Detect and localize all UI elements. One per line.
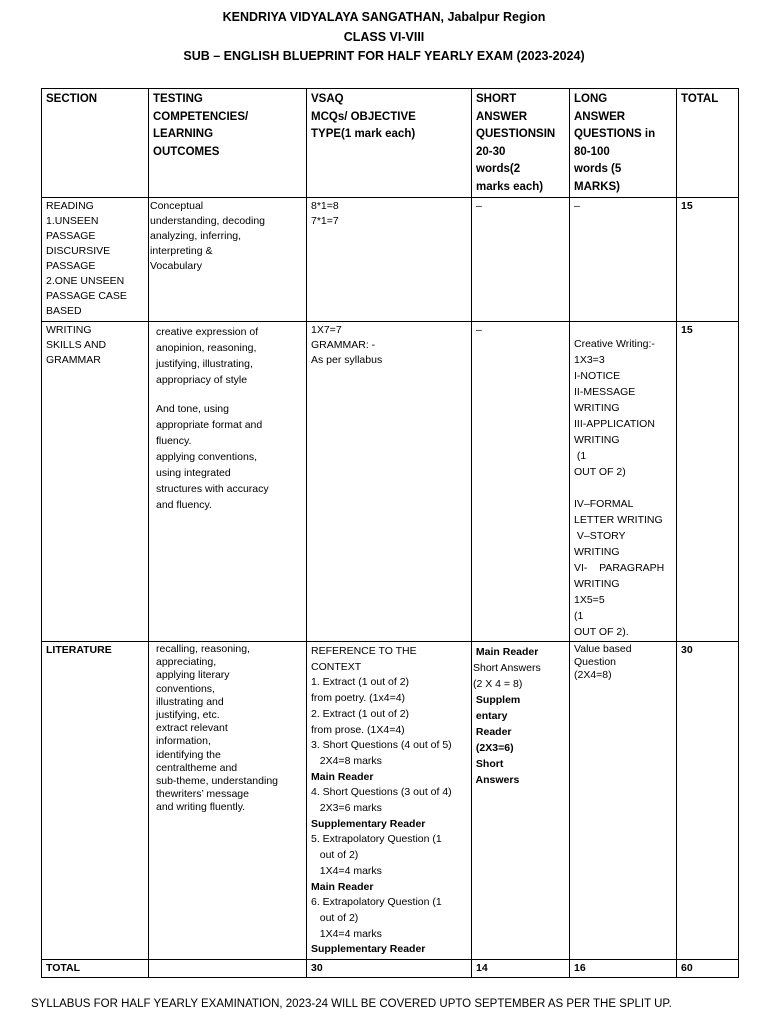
cell-line: 1.UNSEEN	[46, 215, 99, 227]
cell-line: structures with accuracy	[156, 483, 269, 495]
cell-line: Creative Writing:-	[574, 338, 655, 350]
cell-line: 1X7=7	[311, 324, 342, 336]
cell-line: VI- PARAGRAPH	[574, 562, 665, 574]
cell-line: (1	[574, 450, 587, 462]
cell-line: information,	[156, 735, 211, 748]
cell-line: Short	[473, 758, 504, 770]
cell-line: fluency.	[156, 435, 192, 447]
cell-line: words(2	[476, 163, 521, 175]
cell-line: sub-theme, understanding	[156, 775, 278, 788]
cell-line: extract relevant	[156, 722, 228, 735]
cell-line: OUTCOMES	[153, 145, 220, 158]
cell-line: II-MESSAGE	[574, 386, 636, 398]
cell-line: TYPE(1 mark each)	[311, 128, 416, 140]
cell-line: 20-30	[476, 145, 506, 158]
reading-row	[42, 198, 739, 322]
cell-line: Short Answers	[473, 662, 541, 674]
cell-line: and fluency.	[156, 499, 212, 511]
reading-total: 15	[677, 198, 739, 322]
cell-line: SKILLS AND	[46, 339, 107, 351]
col-long-answer-header	[570, 89, 677, 198]
cell-line: identifying the	[156, 748, 221, 761]
cell-line: QUESTIONS in	[574, 128, 656, 140]
cell-line: out of 2)	[311, 911, 359, 924]
cell-line: LONG	[574, 93, 608, 105]
footer-note: SYLLABUS FOR HALF YEARLY EXAMINATION, 2023-24 WILL BE COVERED UPTO SEPTEMBER AS PER THE SPLIT UP.	[31, 998, 672, 1010]
cell-line: VSAQ	[311, 93, 344, 105]
cell-line: Main Reader	[311, 880, 374, 893]
reading-short: –	[472, 198, 570, 322]
cell-line: III-APPLICATION	[574, 418, 655, 430]
cell-line: WRITING	[574, 402, 620, 414]
cell-line: ANSWER	[476, 110, 528, 123]
cell-line: REFERENCE TO THE	[311, 645, 417, 657]
cell-line: PASSAGE	[46, 230, 96, 242]
cell-line: PASSAGE	[46, 260, 96, 272]
cell-line: appropriacy of style	[156, 374, 248, 386]
cell-line: from poetry. (1x4=4)	[311, 692, 406, 705]
totals-label: TOTAL	[42, 960, 149, 978]
cell-line: 1. Extract (1 out of 2)	[311, 676, 410, 689]
cell-line: MARKS)	[574, 180, 620, 193]
cell-line: GRAMMAR: -	[311, 339, 376, 351]
cell-line: READING	[46, 200, 94, 212]
doc-title-line2: CLASS VI-VIII	[343, 30, 425, 44]
cell-line: Conceptual	[150, 200, 204, 212]
reading-section	[42, 198, 149, 322]
cell-line: Supplementary Reader	[311, 943, 426, 956]
cell-line: 80-100	[574, 145, 610, 158]
cell-line: 1X5=5	[574, 594, 605, 606]
cell-line: (2X3=6)	[473, 742, 514, 754]
cell-line: marks each)	[476, 180, 544, 193]
cell-line: (1	[574, 610, 584, 622]
cell-line: TOTAL	[681, 93, 719, 105]
totals-grand: 60	[677, 960, 739, 978]
cell-line: applying literary	[156, 669, 230, 682]
cell-line: creative expression of	[156, 326, 259, 338]
cell-line: And tone, using	[156, 403, 229, 415]
cell-line: 1X4=4 marks	[311, 864, 382, 877]
cell-line: (2X4=8)	[574, 669, 612, 682]
cell-line: ANSWER	[574, 110, 626, 123]
reading-competencies	[149, 198, 307, 322]
cell-line: illustrating and	[156, 695, 224, 708]
cell-line: OUT OF 2).	[574, 626, 629, 638]
doc-title-line3: SUB – ENGLISH BLUEPRINT FOR HALF YEARLY EXAM (2023-2024)	[183, 49, 585, 63]
totals-short: 14	[472, 960, 570, 978]
cell-line: GRAMMAR	[46, 354, 101, 366]
cell-line: I-NOTICE	[574, 370, 621, 382]
cell-line: OUT OF 2)	[574, 466, 626, 478]
totals-competencies	[149, 960, 307, 978]
cell-line: WRITING	[574, 546, 620, 558]
cell-line: 5. Extrapolatory Question (1	[311, 833, 442, 846]
cell-line: Main Reader	[473, 646, 539, 658]
literature-total: 30	[677, 642, 739, 960]
cell-line: out of 2)	[311, 849, 359, 862]
writing-row	[42, 322, 739, 642]
totals-vsaq: 30	[307, 960, 472, 978]
cell-line: Reader	[473, 726, 512, 738]
writing-vsaq	[307, 322, 472, 642]
cell-line: appreciating,	[156, 656, 217, 669]
writing-total: 15	[677, 322, 739, 642]
cell-line: analyzing, inferring,	[150, 230, 242, 242]
literature-vsaq	[307, 642, 472, 960]
cell-line: 2X4=8 marks	[311, 754, 382, 767]
cell-line: Supplementary Reader	[311, 817, 426, 830]
cell-line: LETTER WRITING	[574, 514, 663, 526]
writing-short: –	[472, 322, 570, 642]
writing-competencies	[149, 322, 307, 642]
cell-line: Supplem	[473, 694, 521, 706]
cell-line: IV–FORMAL	[574, 498, 634, 510]
cell-line: 8*1=8	[311, 200, 339, 212]
cell-line: 1X4=4 marks	[311, 927, 382, 940]
reading-long: –	[570, 198, 677, 322]
cell-line: 2. Extract (1 out of 2)	[311, 707, 410, 720]
cell-line: (2 X 4 = 8)	[473, 678, 523, 690]
col-vsaq-header	[307, 89, 472, 198]
cell-line: Main Reader	[311, 770, 374, 783]
cell-line: 7*1=7	[311, 215, 339, 227]
cell-line: QUESTIONSIN	[476, 128, 556, 140]
writing-long	[570, 322, 677, 642]
cell-line: As per syllabus	[311, 354, 383, 366]
cell-line: COMPETENCIES/	[153, 110, 249, 123]
cell-line: SECTION	[46, 93, 98, 105]
col-short-answer-header	[472, 89, 570, 198]
cell-line: and writing fluently.	[156, 801, 246, 814]
cell-line: MCQs/ OBJECTIVE	[311, 110, 416, 123]
literature-competencies	[149, 642, 307, 960]
col-competencies-header	[149, 89, 307, 198]
cell-line: justifying, etc.	[156, 709, 220, 722]
cell-line: centraltheme and	[156, 761, 238, 774]
cell-line: applying conventions,	[156, 451, 257, 463]
literature-section: LITERATURE	[42, 642, 149, 960]
cell-line: Vocabulary	[150, 260, 202, 272]
cell-line: 6. Extrapolatory Question (1	[311, 896, 442, 909]
cell-line: CONTEXT	[311, 660, 362, 673]
cell-line: V–STORY	[574, 530, 626, 542]
cell-line: recalling, reasoning,	[156, 643, 250, 655]
reading-vsaq	[307, 198, 472, 322]
cell-line: LEARNING	[153, 128, 214, 140]
totals-long: 16	[570, 960, 677, 978]
cell-line: Value based	[574, 643, 632, 655]
cell-line: DISCURSIVE	[46, 245, 111, 257]
cell-line: understanding, decoding	[150, 215, 266, 227]
col-section-header	[42, 89, 149, 198]
cell-line: 4. Short Questions (3 out of 4)	[311, 786, 452, 799]
cell-line: 3. Short Questions (4 out of 5)	[311, 739, 452, 752]
doc-title-line1: KENDRIYA VIDYALAYA SANGATHAN, Jabalpur Region	[222, 10, 546, 24]
cell-line: Answers	[473, 774, 520, 786]
header-row	[42, 89, 739, 198]
cell-line: appropriate format and	[156, 419, 263, 431]
cell-line: BASED	[46, 305, 82, 317]
cell-line: using integrated	[156, 467, 231, 479]
cell-line: 2X3=6 marks	[311, 802, 382, 815]
cell-line: conventions,	[156, 682, 215, 695]
cell-line: WRITING	[574, 578, 620, 590]
cell-line: PASSAGE CASE	[46, 290, 127, 302]
cell-line: 2.ONE UNSEEN	[46, 275, 125, 287]
cell-line: SHORT	[476, 93, 517, 105]
cell-line: interpreting &	[150, 245, 213, 257]
cell-line: anopinion, reasoning,	[156, 342, 257, 354]
totals-row	[42, 960, 739, 978]
cell-line: 1X3=3	[574, 354, 605, 366]
cell-line: TESTING	[153, 93, 203, 105]
writing-section	[42, 322, 149, 642]
cell-line: thewriters’ message	[156, 788, 249, 801]
cell-line: from prose. (1X4=4)	[311, 723, 405, 736]
cell-line: WRITING	[46, 324, 92, 336]
cell-line: justifying, illustrating,	[156, 358, 253, 370]
cell-line: words (5	[574, 163, 622, 175]
literature-short	[472, 642, 570, 960]
cell-line: entary	[473, 710, 508, 722]
cell-line: Question	[574, 656, 617, 669]
literature-long	[570, 642, 677, 960]
col-total-header	[677, 89, 739, 198]
blueprint-table	[41, 88, 739, 978]
cell-line: WRITING	[574, 434, 620, 446]
literature-row	[42, 642, 739, 960]
